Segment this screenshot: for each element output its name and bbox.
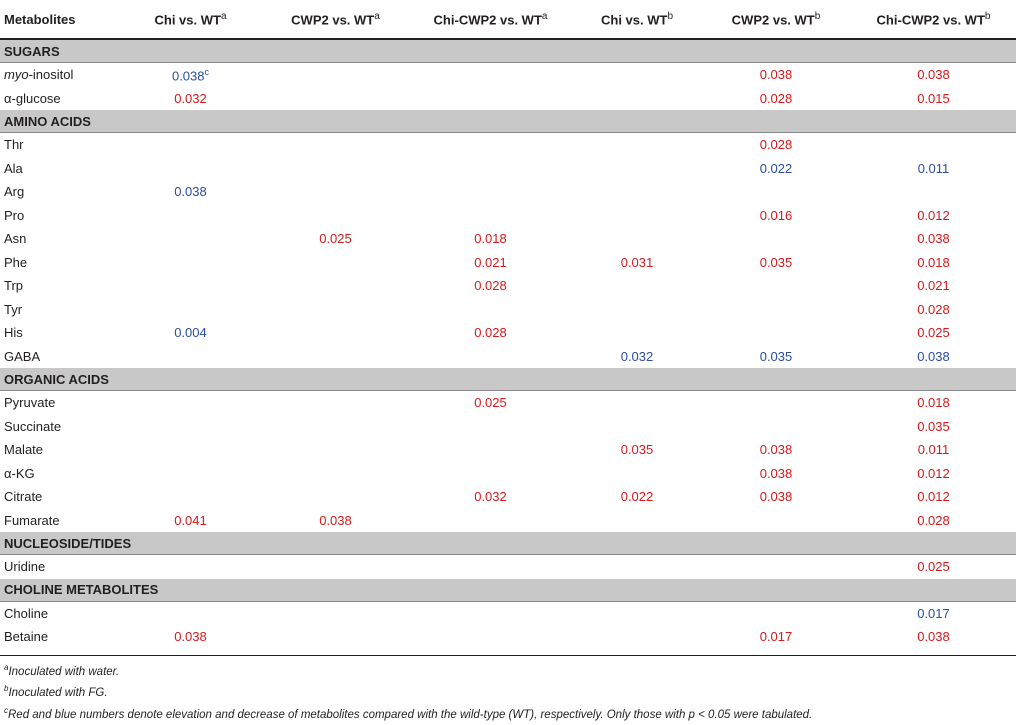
p-value-cell — [701, 180, 851, 204]
table-row — [0, 462, 1016, 486]
p-value-cell — [118, 391, 263, 415]
metabolite-name — [0, 227, 118, 251]
p-value-cell — [851, 204, 1016, 228]
p-value-elevated: 0.012 — [917, 489, 950, 505]
p-value-cell — [851, 391, 1016, 415]
p-value-elevated: 0.028 — [759, 90, 793, 106]
p-value-elevated: 0.012 — [917, 207, 950, 223]
p-value-elevated: 0.025 — [319, 231, 352, 247]
p-value-decreased: 0.017 — [917, 605, 950, 621]
column-header-label: Chi vs. WT — [600, 12, 668, 28]
p-value-cell — [408, 345, 573, 369]
column-header-label: Chi-CWP2 vs. WT — [433, 12, 542, 28]
p-value-cell — [263, 227, 408, 251]
p-value-cell — [408, 204, 573, 228]
p-value-cell — [408, 298, 573, 322]
p-value-cell — [701, 438, 851, 462]
p-value-cell — [701, 391, 851, 415]
metabolite-name-text: Choline — [4, 605, 49, 621]
p-value-cell — [573, 63, 701, 87]
footnote-marker: c — [204, 66, 210, 77]
table-row — [0, 180, 1016, 204]
header-row — [0, 0, 1016, 39]
p-value-cell — [263, 485, 408, 509]
p-value-cell — [573, 485, 701, 509]
p-value-cell — [851, 298, 1016, 322]
p-value-cell — [851, 274, 1016, 298]
p-value-cell — [408, 227, 573, 251]
p-value-cell — [851, 345, 1016, 369]
p-value-decreased: 0.038 — [174, 184, 207, 200]
table-row — [0, 345, 1016, 369]
metabolite-name — [0, 625, 118, 649]
p-value-cell — [851, 438, 1016, 462]
p-value-cell — [573, 509, 701, 533]
p-value-cell — [701, 87, 851, 111]
metabolite-name-prefix: myo — [4, 67, 29, 83]
p-value-cell — [701, 625, 851, 649]
metabolite-name — [0, 555, 118, 579]
p-value-cell — [573, 438, 701, 462]
table-row — [0, 555, 1016, 579]
p-value-cell — [118, 415, 263, 439]
p-value-cell — [118, 180, 263, 204]
p-value-cell — [701, 415, 851, 439]
p-value-cell — [701, 555, 851, 579]
metabolite-name — [0, 391, 118, 415]
p-value-cell — [263, 555, 408, 579]
metabolite-name-text: Citrate — [4, 489, 43, 505]
column-header — [263, 0, 408, 39]
p-value-cell — [701, 298, 851, 322]
p-value-cell — [701, 251, 851, 275]
p-value-decreased: 0.004 — [174, 325, 207, 341]
p-value-cell — [573, 415, 701, 439]
p-value-cell — [118, 157, 263, 181]
p-value-cell — [573, 321, 701, 345]
metabolite-name — [0, 438, 118, 462]
p-value-cell — [573, 204, 701, 228]
p-value-cell — [851, 251, 1016, 275]
p-value-cell — [573, 555, 701, 579]
column-header — [851, 0, 1016, 39]
metabolite-name-text: Uridine — [4, 559, 46, 575]
p-value-cell — [118, 274, 263, 298]
p-value-cell — [263, 415, 408, 439]
metabolite-name-text: His — [4, 325, 23, 341]
p-value-decreased: 0.011 — [917, 160, 950, 176]
column-header-label: Chi vs. WT — [154, 12, 221, 28]
p-value-cell — [118, 133, 263, 157]
p-value-elevated: 0.041 — [174, 512, 207, 528]
p-value-cell — [263, 133, 408, 157]
p-value-cell — [851, 509, 1016, 533]
table-row — [0, 509, 1016, 533]
metabolite-name-text: Succinate — [4, 418, 62, 434]
p-value-cell — [573, 180, 701, 204]
metabolite-name — [0, 321, 118, 345]
section-label: AMINO ACIDS — [0, 110, 1016, 133]
p-value-cell — [408, 63, 573, 87]
column-header — [118, 0, 263, 39]
p-value-cell — [118, 462, 263, 486]
p-value-elevated: 0.038 — [759, 67, 793, 83]
table-row — [0, 157, 1016, 181]
p-value-elevated: 0.021 — [474, 254, 507, 270]
p-value-elevated: 0.017 — [759, 629, 793, 645]
p-value-cell — [701, 274, 851, 298]
p-value-cell — [408, 485, 573, 509]
p-value-cell — [701, 601, 851, 625]
p-value-cell — [701, 485, 851, 509]
metabolite-name-text: Pro — [4, 207, 25, 223]
p-value-cell — [408, 462, 573, 486]
footnote — [4, 659, 1016, 681]
p-value-cell — [573, 157, 701, 181]
p-value-cell — [118, 345, 263, 369]
footnote-text: Red and blue numbers denote elevation and decrease of metabolites compared with the wild-type (WT), respectively. Only those with p < 0.05 were tabulated. — [8, 708, 813, 721]
p-value-cell — [851, 555, 1016, 579]
p-value-cell — [851, 321, 1016, 345]
p-value-elevated: 0.038 — [917, 67, 950, 83]
footnote-marker: b — [814, 10, 821, 22]
p-value-cell — [263, 462, 408, 486]
p-value-elevated: 0.018 — [917, 254, 950, 270]
metabolite-name — [0, 157, 118, 181]
metabolite-name-text: Fumarate — [4, 512, 60, 528]
section-label: ORGANIC ACIDS — [0, 368, 1016, 391]
section-label: SUGARS — [0, 39, 1016, 63]
p-value-elevated: 0.031 — [620, 254, 654, 270]
section-row — [0, 532, 1016, 555]
p-value-elevated: 0.018 — [917, 395, 950, 411]
p-value-cell — [408, 391, 573, 415]
p-value-cell — [118, 509, 263, 533]
section-label: NUCLEOSIDE/TIDES — [0, 532, 1016, 555]
p-value-cell — [408, 133, 573, 157]
p-value-cell — [573, 298, 701, 322]
p-value-cell — [851, 601, 1016, 625]
p-value-cell — [573, 601, 701, 625]
p-value-cell — [701, 462, 851, 486]
p-value-cell — [851, 63, 1016, 87]
column-header — [701, 0, 851, 39]
column-header — [573, 0, 701, 39]
table-row — [0, 415, 1016, 439]
p-value-cell — [573, 391, 701, 415]
p-value-cell — [263, 63, 408, 87]
metabolite-name-text: Arg — [4, 184, 25, 200]
p-value-cell — [851, 87, 1016, 111]
table-row — [0, 133, 1016, 157]
footnote-marker: a — [220, 10, 227, 22]
p-value-cell — [118, 321, 263, 345]
footnote — [4, 680, 1016, 702]
p-value-elevated: 0.032 — [474, 489, 507, 505]
p-value-cell — [263, 391, 408, 415]
p-value-cell — [701, 509, 851, 533]
p-value-cell — [408, 555, 573, 579]
section-label: CHOLINE METABOLITES — [0, 579, 1016, 602]
p-value-cell — [118, 251, 263, 275]
p-value-cell — [851, 625, 1016, 649]
p-value-elevated: 0.028 — [474, 325, 507, 341]
p-value-elevated: 0.022 — [620, 489, 654, 505]
metabolite-name — [0, 298, 118, 322]
metabolite-name — [0, 509, 118, 533]
p-value-elevated: 0.038 — [174, 629, 207, 645]
p-value-cell — [408, 625, 573, 649]
p-value-cell — [118, 298, 263, 322]
footnote-text: Inoculated with FG. — [8, 687, 108, 700]
footnote-marker: a — [4, 662, 9, 672]
p-value-elevated: 0.038 — [917, 629, 950, 645]
p-value-cell — [408, 415, 573, 439]
p-value-cell — [263, 180, 408, 204]
p-value-cell — [851, 415, 1016, 439]
p-value-cell — [408, 274, 573, 298]
metabolite-name — [0, 415, 118, 439]
p-value-cell — [408, 601, 573, 625]
p-value-cell — [408, 509, 573, 533]
p-value-cell — [701, 321, 851, 345]
p-value-cell — [701, 63, 851, 87]
metabolite-name-rest: -inositol — [28, 67, 74, 83]
column-header — [0, 0, 118, 39]
metabolite-name-text: Trp — [4, 278, 24, 294]
p-value-decreased: 0.038 — [171, 67, 205, 83]
p-value-cell — [263, 274, 408, 298]
p-value-cell — [118, 227, 263, 251]
p-value-cell — [408, 438, 573, 462]
p-value-cell — [851, 227, 1016, 251]
p-value-cell — [573, 345, 701, 369]
table-body — [0, 39, 1016, 649]
metabolite-name-text: Malate — [4, 442, 44, 458]
footnote — [4, 702, 1016, 724]
p-value-cell — [263, 204, 408, 228]
footnote-marker: c — [4, 706, 8, 716]
metabolite-name-text: Betaine — [4, 629, 49, 645]
p-value-cell — [701, 227, 851, 251]
metabolite-name — [0, 180, 118, 204]
table-row — [0, 274, 1016, 298]
footnote-marker: b — [667, 10, 673, 22]
column-header — [408, 0, 573, 39]
table-end-rule — [0, 655, 1016, 656]
p-value-cell — [118, 63, 263, 87]
table-row — [0, 227, 1016, 251]
p-value-decreased: 0.022 — [759, 160, 793, 176]
p-value-cell — [573, 87, 701, 111]
section-row — [0, 579, 1016, 602]
p-value-cell — [118, 601, 263, 625]
p-value-cell — [408, 87, 573, 111]
p-value-elevated: 0.025 — [474, 395, 507, 411]
p-value-cell — [573, 274, 701, 298]
p-value-elevated: 0.015 — [917, 90, 950, 106]
p-value-cell — [701, 157, 851, 181]
section-row — [0, 39, 1016, 63]
p-value-elevated: 0.021 — [917, 278, 950, 294]
metabolite-name — [0, 274, 118, 298]
table-row — [0, 438, 1016, 462]
p-value-cell — [573, 462, 701, 486]
p-value-elevated: 0.035 — [759, 254, 793, 270]
p-value-elevated: 0.028 — [759, 137, 793, 153]
p-value-cell — [118, 87, 263, 111]
table-row — [0, 204, 1016, 228]
p-value-cell — [263, 298, 408, 322]
p-value-elevated: 0.038 — [319, 512, 352, 528]
p-value-cell — [701, 133, 851, 157]
metabolite-name-text: α-KG — [4, 465, 35, 481]
table-row — [0, 601, 1016, 625]
column-header-label: Metabolites — [4, 11, 76, 27]
p-value-cell — [263, 625, 408, 649]
p-value-decreased: 0.038 — [917, 348, 950, 364]
p-value-cell — [118, 555, 263, 579]
p-value-decreased: 0.032 — [620, 348, 654, 364]
table-row — [0, 391, 1016, 415]
p-value-cell — [263, 345, 408, 369]
metabolite-name-text: Pyruvate — [4, 395, 56, 411]
p-value-cell — [263, 157, 408, 181]
footnote-marker: b — [984, 10, 991, 22]
p-value-cell — [263, 438, 408, 462]
p-value-cell — [263, 321, 408, 345]
metabolite-name-text: Asn — [4, 231, 27, 247]
p-value-elevated: 0.011 — [917, 442, 950, 458]
p-value-cell — [573, 133, 701, 157]
metabolite-name-text: Thr — [4, 137, 24, 153]
p-value-cell — [573, 625, 701, 649]
p-value-cell — [851, 133, 1016, 157]
column-header-label: CWP2 vs. WT — [731, 12, 815, 28]
table-row — [0, 321, 1016, 345]
p-value-elevated: 0.035 — [917, 418, 950, 434]
metabolite-name — [0, 485, 118, 509]
table-header — [0, 0, 1016, 39]
metabolite-name — [0, 601, 118, 625]
footnote-marker: a — [541, 10, 548, 22]
section-row — [0, 368, 1016, 391]
p-value-cell — [263, 509, 408, 533]
p-value-cell — [851, 485, 1016, 509]
metabolite-name-text: Ala — [4, 160, 23, 176]
p-value-elevated: 0.038 — [759, 489, 793, 505]
p-value-cell — [408, 180, 573, 204]
p-value-elevated: 0.028 — [917, 512, 950, 528]
table-row — [0, 87, 1016, 111]
p-value-elevated: 0.025 — [917, 325, 950, 341]
table-row — [0, 251, 1016, 275]
table-row — [0, 63, 1016, 87]
p-value-elevated: 0.025 — [917, 559, 950, 575]
footnote-marker: a — [374, 10, 380, 22]
metabolite-name — [0, 462, 118, 486]
p-value-cell — [118, 625, 263, 649]
footnote-text: Inoculated with water. — [8, 665, 120, 678]
p-value-elevated: 0.028 — [917, 301, 950, 317]
p-value-cell — [118, 485, 263, 509]
table-row — [0, 625, 1016, 649]
p-value-elevated: 0.016 — [759, 207, 793, 223]
table-row — [0, 298, 1016, 322]
p-value-elevated: 0.035 — [620, 442, 654, 458]
p-value-elevated: 0.038 — [759, 465, 793, 481]
p-value-elevated: 0.012 — [917, 465, 950, 481]
metabolite-name — [0, 345, 118, 369]
metabolite-name-text: Phe — [4, 254, 28, 270]
metabolite-name — [0, 204, 118, 228]
metabolite-name — [0, 63, 118, 87]
footnote-marker: b — [4, 684, 9, 694]
p-value-cell — [573, 251, 701, 275]
p-value-cell — [408, 157, 573, 181]
p-value-decreased: 0.035 — [759, 348, 793, 364]
p-value-cell — [701, 345, 851, 369]
p-value-cell — [118, 204, 263, 228]
column-header-label: Chi-CWP2 vs. WT — [876, 12, 985, 28]
metabolite-name-text: GABA — [4, 348, 41, 364]
p-value-cell — [701, 204, 851, 228]
metabolite-name — [0, 87, 118, 111]
p-value-elevated: 0.032 — [174, 90, 207, 106]
p-value-elevated: 0.028 — [474, 278, 507, 294]
p-value-cell — [851, 462, 1016, 486]
p-value-cell — [263, 251, 408, 275]
metabolite-name — [0, 133, 118, 157]
footnotes — [0, 659, 1016, 724]
p-value-cell — [118, 438, 263, 462]
table-row — [0, 485, 1016, 509]
metabolite-name-text: Tyr — [4, 301, 23, 317]
p-value-cell — [408, 321, 573, 345]
section-row — [0, 110, 1016, 133]
p-value-elevated: 0.038 — [917, 231, 950, 247]
p-value-elevated: 0.018 — [474, 231, 507, 247]
metabolite-name-text: α-glucose — [4, 90, 61, 106]
p-value-cell — [263, 87, 408, 111]
p-value-cell — [851, 180, 1016, 204]
metabolite-name — [0, 251, 118, 275]
p-value-cell — [408, 251, 573, 275]
p-value-elevated: 0.038 — [759, 442, 793, 458]
column-header-label: CWP2 vs. WT — [291, 12, 375, 28]
p-value-cell — [851, 157, 1016, 181]
p-value-cell — [573, 227, 701, 251]
p-value-cell — [263, 601, 408, 625]
